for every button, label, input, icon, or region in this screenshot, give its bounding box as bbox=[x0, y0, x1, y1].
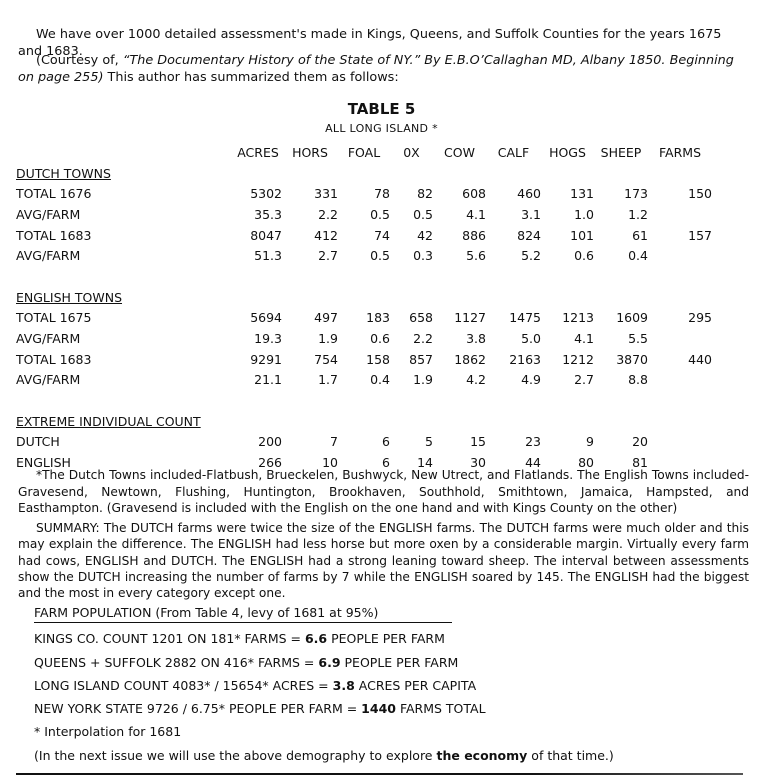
farm-population-row bbox=[34, 654, 458, 671]
farm-population-pre: KINGS CO. COUNT 1201 ON 181* FARMS = bbox=[34, 631, 305, 646]
table-cell: 9291 bbox=[250, 351, 282, 367]
farm-population-post: PEOPLE PER FARM bbox=[340, 655, 459, 670]
table-cell: 0.6 bbox=[574, 248, 594, 264]
table-cell: 608 bbox=[462, 186, 486, 202]
row-label: AVG/FARM bbox=[16, 206, 81, 222]
table-cell: 200 bbox=[258, 434, 282, 450]
table-cell: 886 bbox=[462, 227, 486, 243]
table-cell: 331 bbox=[314, 186, 338, 202]
summary-paragraph: SUMMARY: The DUTCH farms were twice the size of the ENGLISH farms. The DUTCH farms were much older and this may explain the difference. The ENGLISH had less horse but more oxen by a considerable margin. Virtually every farm had cows, ENGLISH and DUTCH. The ENGLISH had a strong leaning toward sheep. The interval between assessments show the DUTCH increasing the number of farms by 7 while the ENGLISH soared by 145. The ENGLISH had the biggest and the most in every category except one. bbox=[18, 521, 749, 601]
table-row bbox=[16, 183, 712, 204]
table-row bbox=[16, 245, 712, 266]
courtesy-suffix: This author has summarized them as follows: bbox=[103, 70, 399, 85]
table-cell: 5.0 bbox=[521, 331, 541, 347]
table-cell: 1212 bbox=[562, 351, 594, 367]
row-label: TOTAL 1683 bbox=[16, 351, 92, 367]
table-cell: 82 bbox=[417, 186, 433, 202]
next-issue-bold: the economy bbox=[436, 748, 528, 763]
farm-population-row bbox=[34, 677, 476, 694]
spacer-cell bbox=[16, 266, 712, 287]
farm-population-post: PEOPLE PER FARM bbox=[327, 631, 445, 646]
table-cell: 5302 bbox=[250, 186, 282, 202]
table-cell: 295 bbox=[688, 310, 712, 326]
next-issue-post: of that time.) bbox=[527, 748, 614, 763]
table-cell: 4.2 bbox=[466, 372, 486, 388]
courtesy-prefix: (Courtesy of, bbox=[36, 53, 123, 68]
table-cell: 51.3 bbox=[254, 248, 282, 264]
table-cell: 3.8 bbox=[466, 331, 486, 347]
table-cell: 5.5 bbox=[628, 331, 648, 347]
table-cell: 824 bbox=[517, 227, 541, 243]
table-cell: 658 bbox=[409, 310, 433, 326]
table-cell: 1213 bbox=[562, 310, 594, 326]
table-cell: 61 bbox=[632, 227, 648, 243]
next-issue-pre: (In the next issue we will use the above demography to explore bbox=[34, 748, 437, 763]
row-label: TOTAL 1676 bbox=[16, 186, 92, 202]
table-cell: 5694 bbox=[250, 310, 282, 326]
table-cell: 0.5 bbox=[413, 206, 433, 222]
column-header: HORS bbox=[292, 144, 328, 160]
table-cell: 1.9 bbox=[318, 331, 338, 347]
table-cell bbox=[648, 328, 712, 349]
table-cell: 173 bbox=[624, 186, 648, 202]
table-cell: 44 bbox=[525, 455, 541, 471]
table-cell: 6 bbox=[382, 434, 390, 450]
table-cell: 42 bbox=[417, 227, 433, 243]
table-cell: 30 bbox=[470, 455, 486, 471]
farm-population-row bbox=[34, 630, 445, 647]
table-cell: 3870 bbox=[616, 351, 648, 367]
section-heading: ENGLISH TOWNS bbox=[16, 289, 123, 305]
table-cell: 0.6 bbox=[370, 331, 390, 347]
interpolation-note: * Interpolation for 1681 bbox=[34, 724, 182, 739]
table-cell: 14 bbox=[417, 455, 433, 471]
spacer-cell bbox=[16, 390, 712, 411]
table-cell: 19.3 bbox=[254, 331, 282, 347]
row-label: AVG/FARM bbox=[16, 248, 81, 264]
farm-population-post: FARMS TOTAL bbox=[395, 701, 486, 716]
section-spacer bbox=[16, 390, 712, 411]
footnote-paragraph: *The Dutch Towns included-Flatbush, Brueckelen, Bushwyck, New Utrect, and Flatlands. The English Towns included-Gravesend, Newtown, Flushing, Huntington, Brookhaven, Southhold, Smithtown, Jamaica, Hampsted, and Easthampton. (Gravesend is included with the English on the one hand and with Kings County on the other) bbox=[18, 468, 749, 515]
row-label: AVG/FARM bbox=[16, 331, 81, 347]
table-cell: 440 bbox=[688, 351, 712, 367]
row-label: DUTCH bbox=[16, 434, 60, 450]
table-cell: 21.1 bbox=[254, 372, 282, 388]
table-cell: 3.1 bbox=[521, 206, 541, 222]
farm-population-row bbox=[34, 700, 486, 717]
table-row bbox=[16, 308, 712, 329]
section-spacer bbox=[16, 266, 712, 287]
table-cell: 81 bbox=[632, 455, 648, 471]
source-citation: “The Documentary History of the State of NY.” By E.B.O’Callaghan MD, Albany 1850. Beginning on page 255) bbox=[18, 53, 734, 85]
table-cell: 1609 bbox=[616, 310, 648, 326]
table-cell bbox=[648, 432, 712, 453]
column-header: 0X bbox=[403, 144, 420, 160]
column-header: FOAL bbox=[347, 144, 381, 160]
table-cell: 158 bbox=[366, 351, 390, 367]
table-cell: 460 bbox=[517, 186, 541, 202]
table-header-row bbox=[16, 142, 712, 163]
next-issue-note bbox=[34, 748, 614, 763]
farm-population-heading: FARM POPULATION (From Table 4, levy of 1681 at 95%) bbox=[34, 605, 452, 623]
table-cell: 4.1 bbox=[574, 331, 594, 347]
table-subtitle: ALL LONG ISLAND * bbox=[325, 122, 438, 135]
intro-paragraph: We have over 1000 detailed assessment's made in Kings, Queens, and Suffolk Counties for the years 1675 and 1683. bbox=[18, 27, 722, 59]
table-title: TABLE 5 bbox=[347, 100, 416, 118]
table-cell: 80 bbox=[578, 455, 594, 471]
table-row bbox=[16, 349, 712, 370]
table-cell: 2.7 bbox=[318, 248, 338, 264]
table-cell: 8047 bbox=[250, 227, 282, 243]
table-cell: 5.6 bbox=[466, 248, 486, 264]
table-cell: 78 bbox=[374, 186, 390, 202]
farm-population-bold: 6.6 bbox=[304, 631, 328, 646]
bottom-rule bbox=[16, 773, 743, 775]
row-label: TOTAL 1675 bbox=[16, 310, 92, 326]
table-cell: 1862 bbox=[454, 351, 486, 367]
row-label: ENGLISH bbox=[16, 455, 71, 471]
table-cell: 2.7 bbox=[574, 372, 594, 388]
table-cell: 1.7 bbox=[318, 372, 338, 388]
column-header: FARMS bbox=[659, 144, 701, 160]
table-cell: 497 bbox=[314, 310, 338, 326]
table-cell: 857 bbox=[409, 351, 433, 367]
table-cell: 8.8 bbox=[628, 372, 648, 388]
table-cell: 0.4 bbox=[628, 248, 648, 264]
table-cell: 15 bbox=[470, 434, 486, 450]
table-row bbox=[16, 225, 712, 246]
farm-population-pre: QUEENS + SUFFOLK 2882 ON 416* FARMS = bbox=[34, 655, 319, 670]
table-cell: 754 bbox=[314, 351, 338, 367]
farm-population-bold: 1440 bbox=[361, 701, 396, 716]
table-cell: 1127 bbox=[454, 310, 486, 326]
column-header: SHEEP bbox=[600, 144, 642, 160]
table-row bbox=[16, 204, 712, 225]
table-5 bbox=[16, 142, 712, 473]
table-cell: 150 bbox=[688, 186, 712, 202]
row-label: AVG/FARM bbox=[16, 372, 81, 388]
table-row bbox=[16, 370, 712, 391]
table-cell bbox=[648, 245, 712, 266]
section-heading-row bbox=[16, 411, 712, 432]
table-cell: 1.2 bbox=[628, 206, 648, 222]
table-cell: 10 bbox=[322, 455, 338, 471]
table-body bbox=[16, 163, 712, 473]
table-cell: 9 bbox=[586, 434, 594, 450]
section-heading-row bbox=[16, 163, 712, 184]
table-cell: 35.3 bbox=[254, 206, 282, 222]
farm-population-bold: 3.8 bbox=[332, 678, 355, 693]
table-cell: 74 bbox=[374, 227, 390, 243]
farm-population-pre: LONG ISLAND COUNT 4083* / 15654* ACRES = bbox=[34, 678, 333, 693]
column-header: ACRES bbox=[237, 144, 279, 160]
table-cell: 4.9 bbox=[521, 372, 541, 388]
section-heading: DUTCH TOWNS bbox=[16, 165, 111, 181]
table-cell: 2.2 bbox=[413, 331, 433, 347]
section-heading-row bbox=[16, 287, 712, 308]
table-cell: 0.5 bbox=[370, 206, 390, 222]
table-cell: 157 bbox=[688, 227, 712, 243]
table-cell: 0.3 bbox=[413, 248, 433, 264]
table-cell: 7 bbox=[330, 434, 338, 450]
table-cell: 4.1 bbox=[466, 206, 486, 222]
column-header: CALF bbox=[497, 144, 530, 160]
table-cell: 412 bbox=[314, 227, 338, 243]
table-cell: 101 bbox=[570, 227, 594, 243]
table-cell: 266 bbox=[258, 455, 282, 471]
table-cell: 2163 bbox=[509, 351, 541, 367]
table-cell: 0.5 bbox=[370, 248, 390, 264]
farm-population-post: ACRES PER CAPITA bbox=[354, 678, 477, 693]
table-cell: 1.9 bbox=[413, 372, 433, 388]
column-header: HOGS bbox=[549, 144, 586, 160]
table-cell: 6 bbox=[382, 455, 390, 471]
table-cell bbox=[648, 370, 712, 391]
table-cell bbox=[648, 204, 712, 225]
section-heading: EXTREME INDIVIDUAL COUNT bbox=[16, 413, 201, 429]
table-cell: 1.0 bbox=[574, 206, 594, 222]
table-cell: 2.2 bbox=[318, 206, 338, 222]
table-cell: 0.4 bbox=[370, 372, 390, 388]
table-row bbox=[16, 328, 712, 349]
courtesy-paragraph bbox=[18, 52, 749, 86]
table-cell: 183 bbox=[366, 310, 390, 326]
column-header: COW bbox=[444, 144, 475, 160]
table-cell: 23 bbox=[525, 434, 541, 450]
table-cell: 20 bbox=[632, 434, 648, 450]
table-cell: 1475 bbox=[509, 310, 541, 326]
table-cell: 131 bbox=[570, 186, 594, 202]
farm-population-pre: NEW YORK STATE 9726 / 6.75* PEOPLE PER FARM = bbox=[34, 701, 362, 716]
table-cell: 5.2 bbox=[521, 248, 541, 264]
row-label: TOTAL 1683 bbox=[16, 227, 92, 243]
header-label-cell bbox=[16, 142, 234, 163]
table-cell: 5 bbox=[425, 434, 433, 450]
farm-population-bold: 6.9 bbox=[318, 655, 341, 670]
table-row bbox=[16, 432, 712, 453]
